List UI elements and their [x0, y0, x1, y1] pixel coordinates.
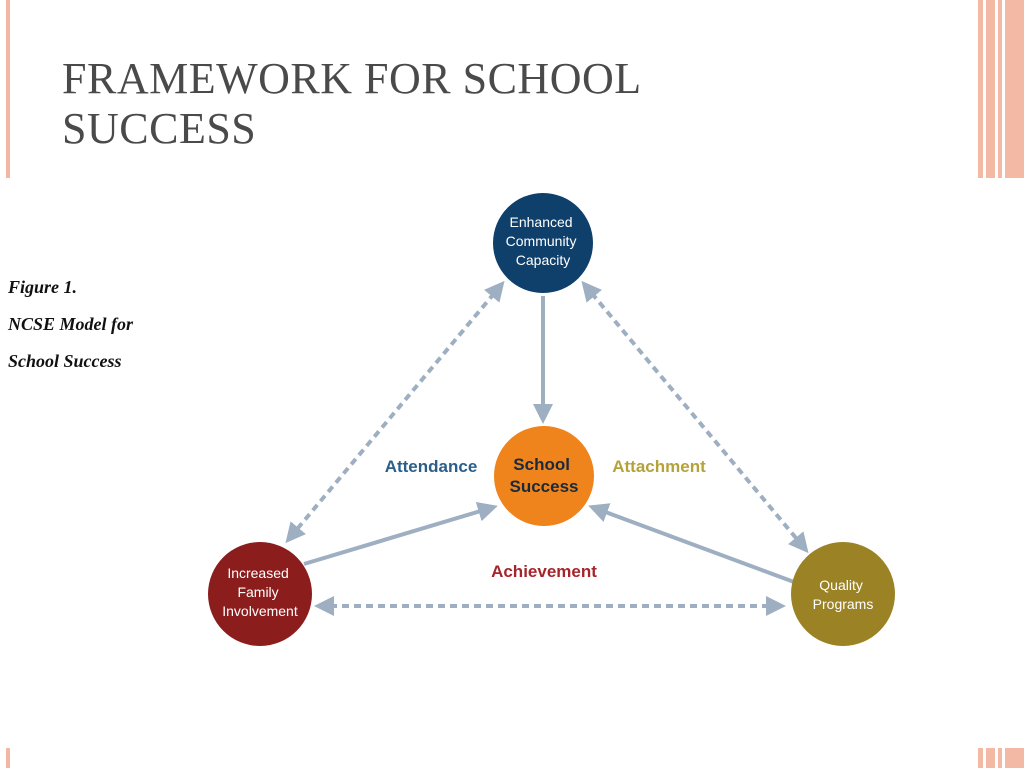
svg-text:Enhanced Community: [506, 214, 581, 268]
dashed-arrow-top-left: [288, 284, 502, 540]
node-center-line-2: Success: [509, 477, 579, 496]
label-attendance: Attendance: [384, 457, 478, 476]
node-quality-programs: [791, 542, 895, 646]
node-top-line-3: Capacity: [515, 252, 571, 268]
caption-line-3: School Success: [8, 351, 122, 371]
slide-title-line-2: SUCCESS: [62, 104, 257, 153]
arrow-right-to-center: [592, 507, 794, 582]
label-attachment: Attachment: [612, 457, 706, 476]
caption-line-1: Figure 1.: [8, 277, 78, 297]
node-right-line-1: Quality: [819, 577, 863, 593]
slide-title-line-1: FRAMEWORK FOR SCHOOL: [62, 54, 642, 103]
caption-line-2: NCSE Model for: [8, 314, 134, 334]
label-achievement: Achievement: [491, 562, 597, 581]
node-center-line-1: School: [513, 455, 570, 474]
dashed-arrow-top-right: [584, 284, 806, 550]
arrow-left-to-center: [304, 507, 494, 564]
node-left-line-2: Family: [237, 584, 279, 600]
node-left-line-3: Involvement: [222, 603, 298, 619]
node-school-success: [494, 426, 594, 526]
node-increased-family-involvement: [208, 542, 312, 646]
node-enhanced-community-capacity: [493, 193, 593, 293]
node-top-line-2: Community: [505, 233, 577, 249]
node-right-line-2: Programs: [812, 596, 874, 612]
node-top-line-1: Enhanced: [509, 214, 573, 230]
node-left-line-1: Increased: [227, 565, 289, 581]
